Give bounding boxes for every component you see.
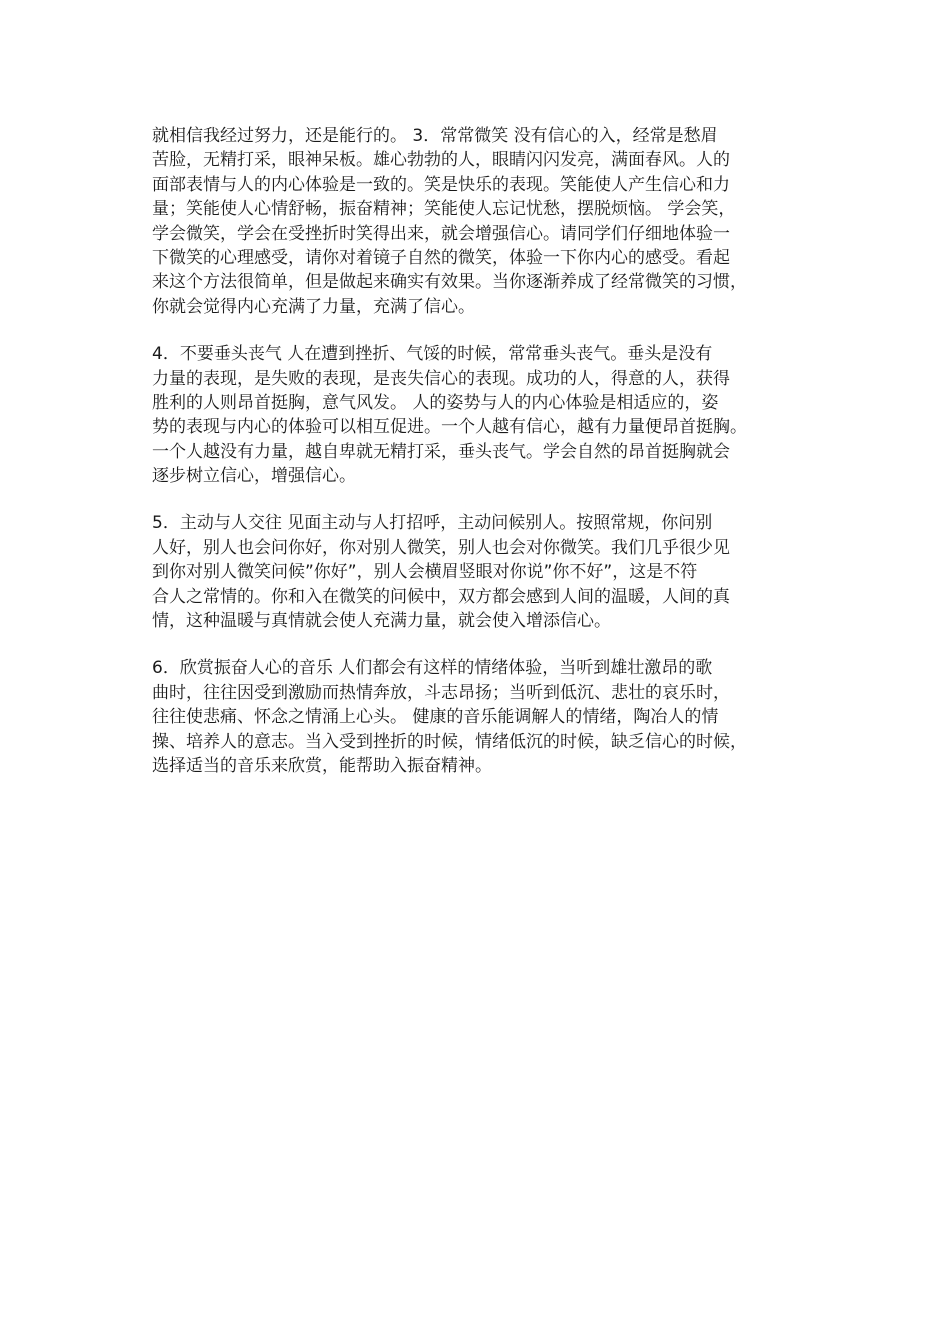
text-line: 曲时，往往因受到激励而热情奔放，斗志昂扬；当听到低沉、悲壮的哀乐时， <box>152 682 730 703</box>
text-line: 4．不要垂头丧气 人在遭到挫折、气馁的时候，常常垂头丧气。垂头是没有 <box>152 344 713 365</box>
paragraph-spacing <box>152 488 816 511</box>
paragraph-music <box>152 656 816 778</box>
text-line: 面部表情与人的内心体验是一致的。笑是快乐的表现。笑能使人产生信心和力 <box>152 174 730 195</box>
paragraph-smile <box>152 124 816 319</box>
text-line: 选择适当的音乐来欣赏，能帮助入振奋精神。 <box>152 755 492 776</box>
text-line: 苦脸，无精打采，眼神呆板。雄心勃勃的人，眼睛闪闪发亮，满面春风。人的 <box>152 150 730 171</box>
paragraph-spacing <box>152 633 816 656</box>
text-line: 5．主动与人交往 见面主动与人打招呼，主动问候别人。按照常规，你问别 <box>152 513 713 534</box>
text-line: 量；笑能使人心情舒畅，振奋精神；笑能使人忘记忧愁，摆脱烦恼。 学会笑， <box>152 199 736 220</box>
text-line: 来这个方法很简单，但是做起来确实有效果。当你逐渐养成了经常微笑的习惯， <box>152 272 747 293</box>
text-line: 学会微笑，学会在受挫折时笑得出来，就会增强信心。请同学们仔细地体验一 <box>152 223 730 244</box>
text-line: 胜利的人则昂首挺胸，意气风发。 人的姿势与人的内心体验是相适应的，姿 <box>152 392 719 413</box>
text-line: 6．欣赏振奋人心的音乐 人们都会有这样的情绪体验，当听到雄壮激昂的歌 <box>152 658 713 679</box>
text-line: 一个人越没有力量，越自卑就无精打采，垂头丧气。学会自然的昂首挺胸就会 <box>152 441 730 462</box>
paragraph-socializing <box>152 511 816 633</box>
text-line: 往往使悲痛、怀念之情涌上心头。 健康的音乐能调解人的情绪，陶冶人的情 <box>152 707 719 728</box>
text-line: 势的表现与内心的体验可以相互促进。一个人越有信心，越有力量便昂首挺胸。 <box>152 417 747 438</box>
text-line: 情，这种温暖与真情就会使人充满力量，就会使入增添信心。 <box>152 611 611 632</box>
text-line: 到你对别人微笑问候”你好”，别人会横眉竖眼对你说”你不好”，这是不符 <box>152 562 698 583</box>
text-line: 下微笑的心理感受，请你对着镜子自然的微笑，体验一下你内心的感受。看起 <box>152 247 730 268</box>
text-line: 你就会觉得内心充满了力量，充满了信心。 <box>152 296 475 317</box>
text-line: 合人之常情的。你和入在微笑的问候中，双方都会感到人间的温暖，人间的真 <box>152 586 730 607</box>
text-line: 人好，别人也会问你好，你对别人微笑，别人也会对你微笑。我们几乎很少见 <box>152 537 730 558</box>
text-line: 力量的表现，是失败的表现，是丧失信心的表现。成功的人，得意的人，获得 <box>152 368 730 389</box>
document-page <box>152 124 816 778</box>
paragraph-spacing <box>152 319 816 342</box>
text-line: 就相信我经过努力，还是能行的。 3．常常微笑 没有信心的入，经常是愁眉 <box>152 126 718 146</box>
paragraph-posture <box>152 342 816 488</box>
text-line: 操、培养人的意志。当入受到挫折的时候，情绪低沉的时候，缺乏信心的时候， <box>152 731 747 752</box>
text-line: 逐步树立信心，增强信心。 <box>152 466 356 487</box>
